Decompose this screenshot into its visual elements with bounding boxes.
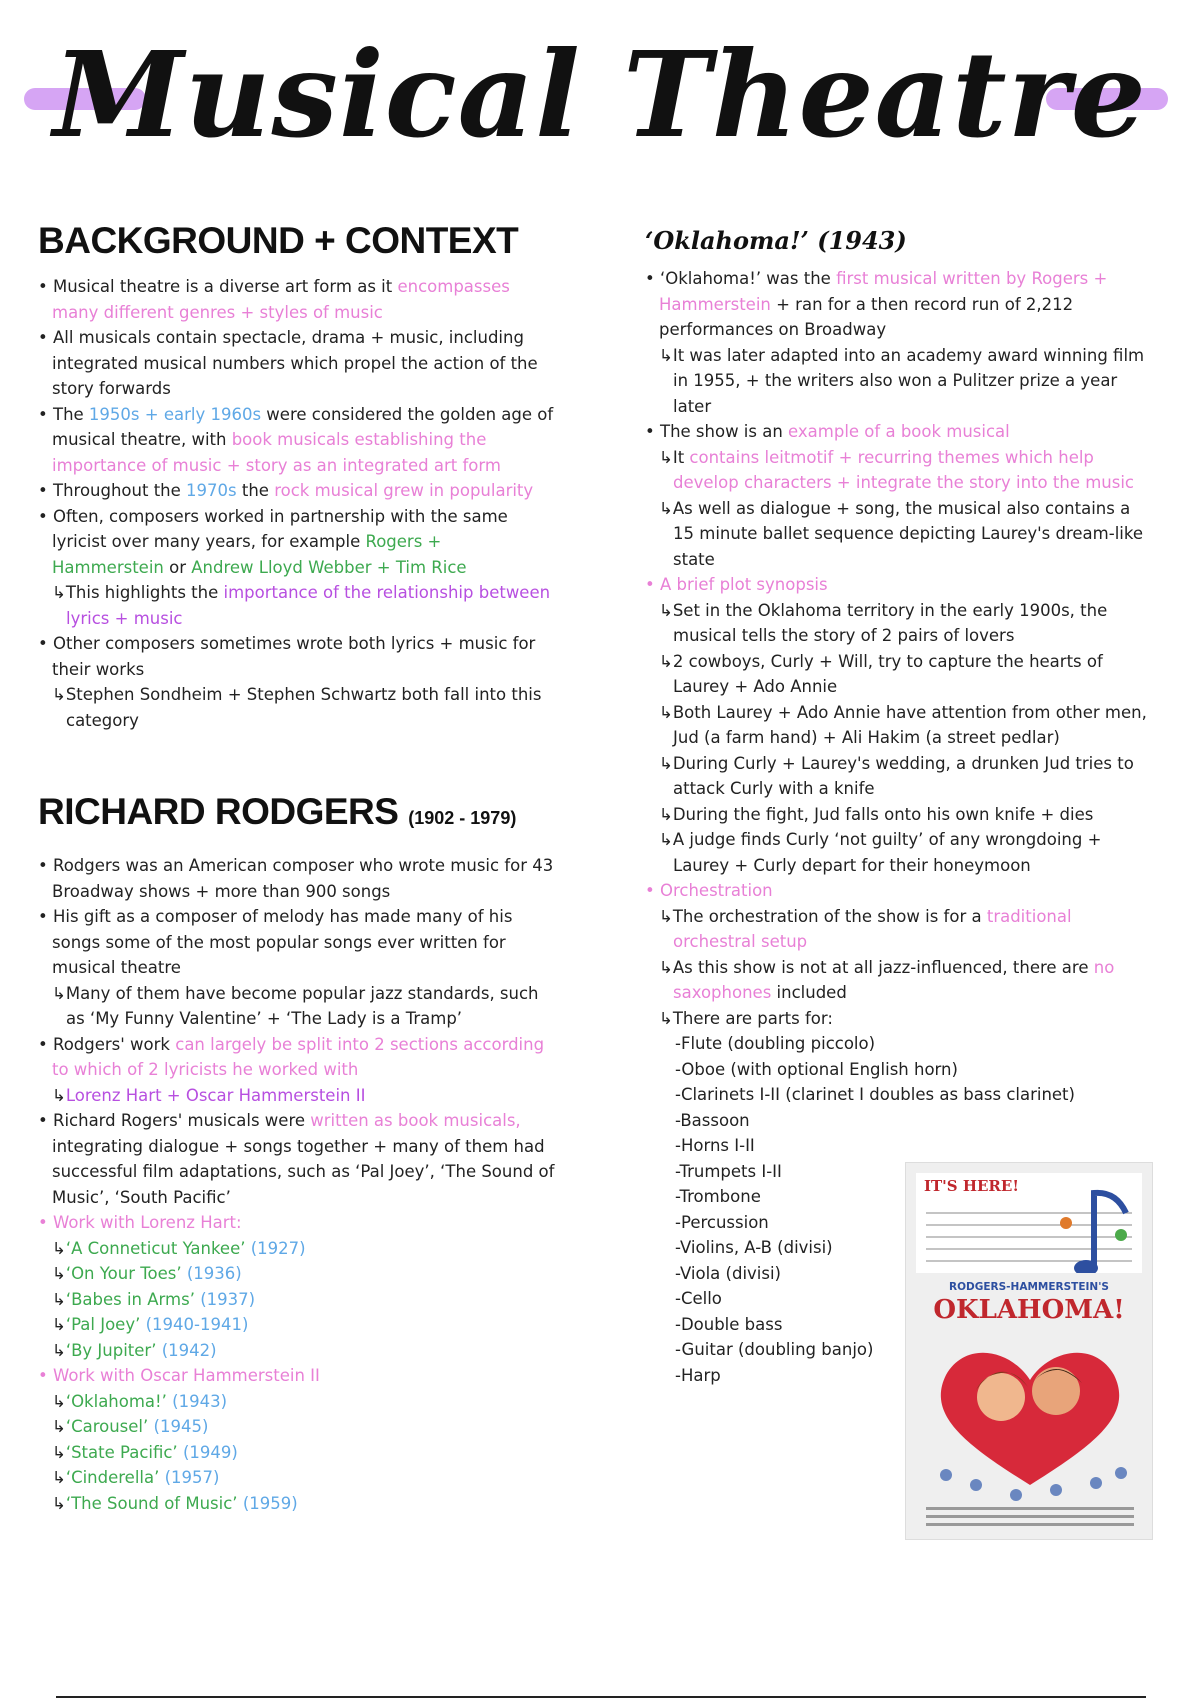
background-list [38, 274, 558, 733]
plot-item: ↳Both Laurey + Ado Annie have attention from other men, Jud (a farm hand) + Ali Hakim (a street pedlar) [659, 702, 1147, 747]
work-item: ↳‘On Your Toes’ (1936) [52, 1264, 242, 1283]
list-item: • Rodgers was an American composer who wrote music for 43 Broadway shows + more than 900 songs [38, 856, 554, 901]
section-heading-rodgers [38, 789, 558, 841]
orchestration-label: • Orchestration [645, 881, 773, 900]
plot-synopsis [645, 598, 1155, 879]
hammerstein-label: • Work with Oscar Hammerstein II [38, 1366, 320, 1385]
poster-illustration [906, 1325, 1153, 1540]
plot-item: ↳Set in the Oklahoma territory in the early 1900s, the musical tells the story of 2 pairs of lovers [659, 600, 1108, 645]
instrument-part: -Guitar (doubling banjo) [675, 1340, 874, 1359]
work-item: ↳‘Babes in Arms’ (1937) [52, 1289, 256, 1309]
instrument-part: -Oboe (with optional English horn) [675, 1059, 958, 1079]
list-item: • Musical theatre is a diverse art form as it encompasses many different genres + styles of music [38, 277, 510, 322]
plot-item: ↳During the fight, Jud falls onto his own knife + dies [659, 804, 1094, 824]
instrument-part: -Clarinets I-II (clarinet I doubles as bass clarinet) [675, 1085, 1075, 1104]
list-item: • The show is an example of a book musical [645, 422, 1010, 441]
list-item: ↳Many of them have become popular jazz standards, such as ‘My Funny Valentine’ + ‘The Lady is a Tramp’ [52, 983, 539, 1028]
work-item: ↳‘Cinderella’ (1957) [52, 1468, 220, 1487]
plot-item: ↳During Curly + Laurey's wedding, a drunken Jud tries to attack Curly with a knife [659, 753, 1134, 798]
instrument-part: -Violins, A-B (divisi) [675, 1238, 833, 1257]
instrument-part: -Bassoon [675, 1110, 750, 1130]
hart-label: • Work with Lorenz Hart: [38, 1213, 242, 1232]
work-item: ↳‘A Conneticut Yankee’ (1927) [52, 1238, 306, 1258]
instrument-part: -Cello [675, 1289, 722, 1308]
bottom-rule [56, 1696, 1146, 1698]
plot-item: ↳2 cowboys, Curly + Will, try to capture the hearts of Laurey + Ado Annie [659, 651, 1103, 696]
section-heading-background: BACKGROUND + CONTEXT [38, 220, 519, 261]
list-item: ↳The orchestration of the show is for a traditional orchestral setup [659, 906, 1072, 951]
work-item: ↳‘Oklahoma!’ (1943) [52, 1391, 228, 1411]
list-item: • Richard Rogers' musicals were written as book musicals, integrating dialogue + songs together + many of them had successful film adaptations, such as ‘Pal Joey’, ‘The Sound of Music’, ‘South Pacific’ [38, 1111, 555, 1207]
work-item: ↳‘The Sound of Music’ (1959) [52, 1493, 298, 1513]
left-column [38, 218, 558, 1516]
list-item: ↳It was later adapted into an academy award winning film in 1955, + the writers also won a Pulitzer prize a year later [659, 345, 1145, 416]
instrument-part: -Harp [675, 1365, 721, 1385]
list-item: ↳This highlights the importance of the relationship between lyrics + music [52, 583, 551, 628]
work-item: ↳‘Pal Joey’ (1940-1941) [52, 1315, 249, 1334]
hart-works [38, 1236, 558, 1364]
instrument-part: -Flute (doubling piccolo) [675, 1034, 876, 1053]
list-item: • All musicals contain spectacle, drama + music, including integrated musical numbers which propel the action of the story forwards [38, 328, 538, 398]
orchestration-list [645, 904, 1155, 1032]
instrument-part: -Double bass [675, 1314, 783, 1334]
rodgers-list [38, 853, 558, 1210]
list-item: • The 1950s + early 1960s were considered the golden age of musical theatre, with book musicals establishing the importance of music + story as an integrated art form [38, 404, 554, 475]
instrument-part: -Trombone [675, 1187, 761, 1206]
rodgers-years: (1902 - 1979) [408, 808, 517, 828]
oklahoma-poster [905, 1162, 1153, 1540]
instrument-part: -Trumpets I-II [675, 1161, 782, 1181]
work-item: ↳‘By Jupiter’ (1942) [52, 1340, 217, 1360]
plot-label: • A brief plot synopsis [645, 575, 828, 594]
instrument-part: -Horns I-II [675, 1136, 755, 1155]
list-item: ↳It contains leitmotif + recurring themes which help develop characters + integrate the story into the music [659, 447, 1134, 492]
hammerstein-works [38, 1389, 558, 1517]
page-title: Musical Theatre [53, 25, 1147, 164]
poster-title: OKLAHOMA! [933, 1295, 1125, 1325]
instrument-part: -Percussion [675, 1212, 769, 1232]
list-item: ↳There are parts for: [659, 1008, 833, 1028]
poster-credit: RODGERS-HAMMERSTEIN'S [949, 1281, 1109, 1293]
list-item: ↳Stephen Sondheim + Stephen Schwartz both fall into this category [52, 685, 542, 730]
oklahoma-list [645, 266, 1155, 572]
list-item: • Often, composers worked in partnership with the same lyricist over many years, for example Rogers + Hammerstein or Andrew Lloyd Webber + Tim Rice [38, 506, 508, 577]
plot-item: ↳A judge finds Curly ‘not guilty’ of any wrongdoing + Laurey + Curly depart for their honeymoon [659, 830, 1102, 875]
rodgers-name: RICHARD RODGERS [38, 791, 399, 832]
list-item: ↳As this show is not at all jazz-influenced, there are no saxophones included [659, 957, 1115, 1002]
list-item: ↳As well as dialogue + song, the musical also contains a 15 minute ballet sequence depicting Laurey's dream-like state [659, 498, 1143, 569]
list-item: • ‘Oklahoma!’ was the first musical written by Rogers + Hammerstein + ran for a then record run of 2,212 performances on Broadway [645, 269, 1108, 339]
list-item: • Other composers sometimes wrote both lyrics + music for their works [38, 634, 536, 679]
poster-headline: IT'S HERE! [924, 1177, 1019, 1195]
list-item: ↳Lorenz Hart + Oscar Hammerstein II [52, 1085, 366, 1105]
instrument-part: -Viola (divisi) [675, 1263, 781, 1283]
list-item: • Rodgers' work can largely be split into 2 sections according to which of 2 lyricists he worked with [38, 1034, 545, 1079]
list-item: • His gift as a composer of melody has made many of his songs some of the most popular songs ever written for musical theatre [38, 907, 513, 977]
work-item: ↳‘Carousel’ (1945) [52, 1417, 209, 1436]
work-item: ↳‘State Pacific’ (1949) [52, 1442, 238, 1462]
list-item: • Throughout the 1970s the rock musical grew in popularity [38, 481, 534, 500]
section-heading-oklahoma: ‘Oklahoma!’ (1943) [645, 226, 907, 255]
